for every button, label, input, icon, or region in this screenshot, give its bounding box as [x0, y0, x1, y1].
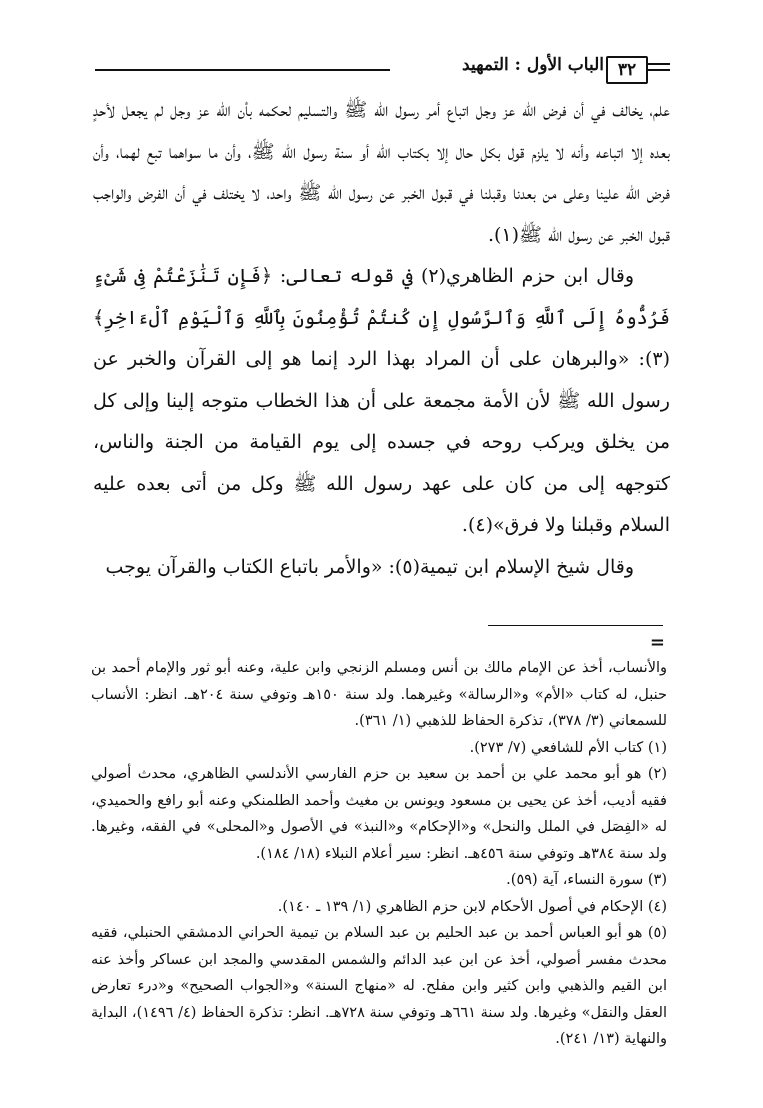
footnote-2: (٢) هو أبو محمد علي بن أحمد بن سعيد بن حزم الفارسي الأندلسي الظاهري، محدث أصولي فقيه أديب، أخذ عن يحيى بن مسعود ويونس بن مغيث وأحمد الطلمنكي وعنه أبو رافع والحميدي، له «الفِصَل في الملل والنحل» و«الإحكام» و«النبذ» في الأصول و«المحلى» في الفقه، وغيرها. ولد سنة ٣٨٤هـ وتوفي سنة ٤٥٦هـ. انظر: سير أعلام النبلاء (١٨/ ١٨٤). — [91, 766, 667, 862]
running-header — [95, 52, 670, 86]
footnotes — [91, 655, 667, 1053]
footnote-separator — [488, 625, 663, 626]
footnote-5: (٥) هو أبو العباس أحمد بن عبد الحليم بن عبد السلام بن تيمية الحراني الدمشقي الحنبلي، فقيه محدث مفسر أصولي، أخذ عن ابن عبد الدائم والشمس المقدسي والمجد ابن عساكر وأخذ عنه ابن القيم والذهبي وابن كثير وابن مفلح. له «منهاج السنة» و«الجواب الصحيح» و«درء تعارض العقل والنقل» وغيرها. ولد سنة ٦٦١هـ وتوفي سنة ٧٢٨هـ. انظر: تذكرة الحفاظ (٤/ ١٤٩٦)، البداية والنهاية (١٣/ ٢٤١). — [91, 925, 667, 1047]
paragraph-3: وقال شيخ الإسلام ابن تيمية(٥): «والأمر باتباع الكتاب والقرآن يوجب — [105, 555, 634, 578]
header-rule — [95, 69, 390, 71]
chapter-title: الباب الأول : التمهيد — [462, 55, 604, 75]
main-text — [93, 90, 670, 588]
paragraph-2: وقال ابن حزم الظاهري(٢) في قوله تعالى: ﴿فَإِن تَنَٰزَعْتُمْ فِى شَىْءٍ فَرُدُّوهُ إِلَى ٱللَّهِ وَٱلرَّسُولِ إِن كُنتُمْ تُؤْمِنُونَ بِٱللَّهِ وَٱلْيَوْمِ ٱلْءَاخِرِ﴾(٣): «والبرهان على أن المراد بهذا الرد إنما هو إلى القرآن والخبر عن رسول الله ﷺ لأن الأمة مجمعة على أن هذا الخطاب متوجه إلينا وإلى كل من يخلق ويركب روحه في جسده إلى يوم القيامة من الجنة والناس، كتوجهه إلى من كان على عهد رسول الله ﷺ وكل من أتى بعده عليه السلام وقبلنا ولا فرق»(٤). — [93, 265, 670, 536]
footnote-continuation-mark: = — [649, 632, 665, 653]
footnote-1: (١) كتاب الأم للشافعي (٧/ ٢٧٣). — [469, 739, 667, 756]
footnote-4: (٤) الإحكام في أصول الأحكام لابن حزم الظاهري (١/ ١٣٩ ـ ١٤٠). — [277, 898, 667, 915]
footnote-continuation: والأنساب، أخذ عن الإمام مالك بن أنس ومسلم الزنجي وابن علية، وعنه أبو ثور والإمام أحمد بن حنبل، له كتاب «الأم» و«الرسالة» وغيرهما. ولد سنة ١٥٠هـ وتوفي سنة ٢٠٤هـ. انظر: الأنساب للسمعاني (٣/ ٣٧٨)، تذكرة الحفاظ للذهبي (١/ ٣٦١). — [91, 660, 667, 729]
footnote-3: (٣) سورة النساء، آية (٥٩). — [506, 872, 667, 888]
paragraph-1: علم، يخالف في أن فرض الله عز وجل اتباع أمر رسول الله ﷺ والتسليم لحكمه بأن الله عز وجل لم يجعل لأحدٍ بعده إلا اتباعه وأنه لا يلزم قول بكل حال إلا بكتاب الله أو سنة رسول الله ﷺ، وأن ما سواهما تبع لهما، وأن فرض الله علينا وعلى من بعدنا وقبلنا في قبول الخبر عن رسول الله ﷺ واحد، لا يختلف في أن الفرض والواجب قبول الخبر عن رسول الله ﷺ(١). — [93, 99, 670, 246]
page-number: ٣٢ — [606, 56, 648, 84]
header-rule-right — [648, 63, 670, 71]
